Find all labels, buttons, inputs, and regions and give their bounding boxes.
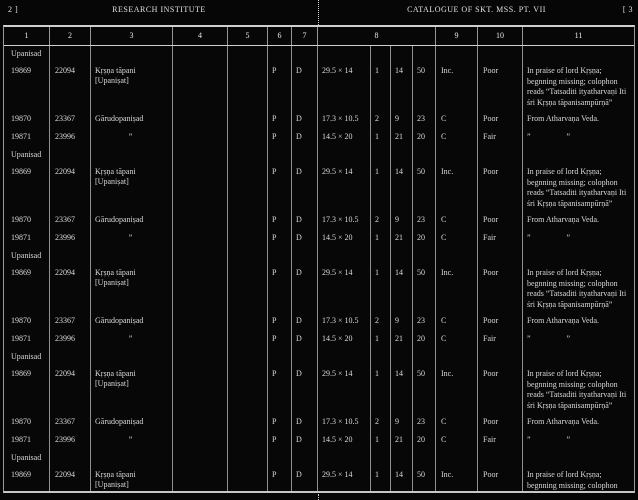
- cell-c7: D: [292, 467, 318, 491]
- cell-c1: 19871: [4, 129, 50, 147]
- cell-c8_a: 2: [371, 313, 391, 331]
- cell-c11: From Atharvaṇa Veda.: [527, 316, 600, 325]
- cell-c8_size: 29.5 × 14: [318, 63, 371, 111]
- cell-c8_b: 14: [391, 467, 413, 491]
- cell-c10: Poor: [478, 414, 523, 432]
- cell-c8_c: 50: [413, 164, 436, 212]
- cell-c8_size: 14.5 × 20: [318, 129, 371, 147]
- cell-c3: [91, 450, 173, 467]
- cell-c10: Poor: [478, 467, 523, 491]
- cell-c8_a: 2: [371, 212, 391, 230]
- cell-c5: [228, 248, 268, 265]
- cell-c8_size: [318, 147, 371, 164]
- cell-c6: P: [268, 230, 292, 248]
- cell-c10: Fair: [478, 432, 523, 450]
- cell-c8_a: [371, 147, 391, 164]
- cell-c4: [173, 331, 228, 349]
- cell-c2: [50, 147, 91, 164]
- cell-c3: Gārudopaniṣad: [91, 313, 173, 331]
- cell-c8_b: [391, 450, 413, 467]
- table-row: [4, 432, 634, 450]
- cell-c7: D: [292, 111, 318, 129]
- cell-c11: ” ”: [527, 435, 571, 444]
- cell-c4: [173, 467, 228, 491]
- cell-c2: 23367: [50, 111, 91, 129]
- cell-c3: Kṛṣṇa tāpani [Upaniṣat]: [91, 265, 173, 313]
- table-row: [4, 164, 634, 212]
- table-row: [4, 212, 634, 230]
- cell-c2: 22094: [50, 467, 91, 491]
- cell-c10: Fair: [478, 331, 523, 349]
- cell-c3: Kṛṣṇa tāpani [Upaniṣat]: [91, 467, 173, 491]
- cell-c6: [268, 349, 292, 366]
- cell-c8_a: 2: [371, 111, 391, 129]
- cell-c4: [173, 450, 228, 467]
- cell-c9: C: [436, 111, 478, 129]
- cell-c2: [50, 46, 91, 63]
- cell-c9: C: [436, 313, 478, 331]
- cell-c9: Inc.: [436, 164, 478, 212]
- cell-c8_a: [371, 349, 391, 366]
- cell-c8_b: 21: [391, 129, 413, 147]
- cell-c1: Upanisad: [4, 248, 50, 265]
- table-row: [4, 265, 634, 313]
- column-header-7: 7: [292, 27, 318, 45]
- cell-c9: C: [436, 414, 478, 432]
- cell-c3: Kṛṣṇa tāpani [Upaniṣat]: [91, 63, 173, 111]
- cell-c6: [268, 46, 292, 63]
- cell-c2: [50, 248, 91, 265]
- cell-c8_a: [371, 46, 391, 63]
- cell-c4: [173, 414, 228, 432]
- cell-c5: [228, 414, 268, 432]
- cell-c10: Poor: [478, 313, 523, 331]
- cell-c2: 22094: [50, 164, 91, 212]
- cell-c6: [268, 147, 292, 164]
- cell-c5: [228, 164, 268, 212]
- cell-c8_size: [318, 349, 371, 366]
- cell-c8_c: [413, 248, 436, 265]
- cell-c4: [173, 111, 228, 129]
- cell-c8_a: 1: [371, 467, 391, 491]
- cell-c2: 22094: [50, 265, 91, 313]
- cell-c1: 19871: [4, 230, 50, 248]
- left-page-number: 2 ]: [8, 5, 19, 14]
- page-divider-dotted-top: [318, 0, 319, 25]
- cell-c10: Poor: [478, 366, 523, 414]
- cell-c8_c: 50: [413, 63, 436, 111]
- cell-c4: [173, 46, 228, 63]
- cell-c8_size: 29.5 × 14: [318, 366, 371, 414]
- cell-c5: [228, 313, 268, 331]
- cell-c8_c: 23: [413, 313, 436, 331]
- cell-c11: In praise of lord Kṛṣṇa; begnning missing; colophon reads “Tatsaditi ityatharvaṇi Iti śri Kṛṣṇa tāpanisampūrṇā”: [527, 268, 629, 309]
- cell-c8_b: [391, 248, 413, 265]
- cell-c9: [436, 248, 478, 265]
- cell-c11: In praise of lord Kṛṣṇa; begnning missing; colophon reads “Tatsaditi ityatharvaṇi Iti śri Kṛṣṇa tāpanisampūrṇā”: [527, 369, 629, 410]
- cell-c4: [173, 313, 228, 331]
- cell-c8_size: 29.5 × 14: [318, 164, 371, 212]
- cell-c2: [50, 349, 91, 366]
- cell-c8_size: 17.3 × 10.5: [318, 212, 371, 230]
- cell-c9: C: [436, 129, 478, 147]
- cell-c6: P: [268, 129, 292, 147]
- cell-c8_a: 1: [371, 230, 391, 248]
- cell-c8_b: 14: [391, 63, 413, 111]
- cell-c8_a: 1: [371, 164, 391, 212]
- cell-c8_b: [391, 147, 413, 164]
- cell-c10: [478, 46, 523, 63]
- cell-c8_a: 1: [371, 432, 391, 450]
- cell-c7: D: [292, 164, 318, 212]
- cell-c5: [228, 349, 268, 366]
- cell-c7: D: [292, 63, 318, 111]
- cell-c5: [228, 432, 268, 450]
- cell-c5: [228, 366, 268, 414]
- cell-c3: Kṛṣṇa tāpani [Upaniṣat]: [91, 164, 173, 212]
- table-row: [4, 313, 634, 331]
- cell-c4: [173, 212, 228, 230]
- cell-c2: 23996: [50, 331, 91, 349]
- cell-c3: Kṛṣṇa tāpani [Upaniṣat]: [91, 366, 173, 414]
- cell-c8_a: 1: [371, 63, 391, 111]
- cell-c5: [228, 230, 268, 248]
- table-body: [4, 46, 634, 491]
- cell-c4: [173, 230, 228, 248]
- cell-c11: [523, 349, 634, 366]
- column-header-1: 1: [4, 27, 50, 45]
- right-page-number: [ 3: [622, 5, 633, 14]
- cell-c8_a: [371, 450, 391, 467]
- cell-c8_a: 2: [371, 414, 391, 432]
- cell-c6: P: [268, 164, 292, 212]
- cell-c8_c: [413, 450, 436, 467]
- cell-c8_b: 9: [391, 212, 413, 230]
- cell-c6: P: [268, 313, 292, 331]
- cell-c1: 19870: [4, 111, 50, 129]
- cell-c7: D: [292, 265, 318, 313]
- cell-c4: [173, 366, 228, 414]
- cell-c6: P: [268, 212, 292, 230]
- cell-c1: Upanisad: [4, 147, 50, 164]
- cell-c10: [478, 450, 523, 467]
- table-row: [4, 467, 634, 491]
- cell-c3: ”: [91, 129, 173, 147]
- cell-c8_size: 17.3 × 10.5: [318, 414, 371, 432]
- cell-c8_size: 17.3 × 10.5: [318, 313, 371, 331]
- table-row: [4, 366, 634, 414]
- cell-c6: P: [268, 366, 292, 414]
- cell-c8_a: [371, 248, 391, 265]
- cell-c2: [50, 450, 91, 467]
- cell-c5: [228, 450, 268, 467]
- cell-c4: [173, 164, 228, 212]
- table-row: [4, 111, 634, 129]
- cell-c10: Poor: [478, 63, 523, 111]
- cell-c2: 23367: [50, 313, 91, 331]
- cell-c11: [523, 46, 634, 63]
- cell-c8_size: 14.5 × 20: [318, 230, 371, 248]
- cell-c9: Inc.: [436, 366, 478, 414]
- cell-c5: [228, 467, 268, 491]
- section-row: [4, 248, 634, 265]
- cell-c8_a: 1: [371, 331, 391, 349]
- cell-c6: P: [268, 467, 292, 491]
- cell-c1: 19869: [4, 164, 50, 212]
- page-divider-dotted-bottom: [318, 494, 319, 500]
- cell-c3: [91, 46, 173, 63]
- cell-c9: C: [436, 212, 478, 230]
- cell-c8_size: 14.5 × 20: [318, 432, 371, 450]
- cell-c11: [523, 248, 634, 265]
- cell-c8_b: [391, 46, 413, 63]
- cell-c1: Upanisad: [4, 349, 50, 366]
- cell-c7: D: [292, 212, 318, 230]
- cell-c1: 19871: [4, 331, 50, 349]
- cell-c4: [173, 147, 228, 164]
- cell-c2: 23996: [50, 230, 91, 248]
- cell-c9: C: [436, 432, 478, 450]
- cell-c5: [228, 147, 268, 164]
- cell-c3: ”: [91, 331, 173, 349]
- cell-c8_b: 14: [391, 265, 413, 313]
- cell-c7: D: [292, 129, 318, 147]
- cell-c8_c: 23: [413, 414, 436, 432]
- cell-c4: [173, 349, 228, 366]
- cell-c8_c: 20: [413, 331, 436, 349]
- cell-c7: [292, 349, 318, 366]
- cell-c1: 19869: [4, 366, 50, 414]
- cell-c2: 23996: [50, 432, 91, 450]
- cell-c3: Gārudopaniṣad: [91, 414, 173, 432]
- cell-c8_size: 17.3 × 10.5: [318, 111, 371, 129]
- cell-c11: In praise of lord Kṛṣṇa; begnning missing; colophon reads “Tatsaditi ityatharvaṇi Iti śri Kṛṣṇa tāpanisampūrṇā”: [527, 167, 629, 208]
- cell-c10: Poor: [478, 164, 523, 212]
- cell-c6: [268, 248, 292, 265]
- cell-c11: ” ”: [527, 334, 571, 343]
- cell-c8_size: [318, 450, 371, 467]
- cell-c8_b: 14: [391, 164, 413, 212]
- cell-c3: [91, 248, 173, 265]
- column-header-10: 10: [478, 27, 523, 45]
- catalogue-table: [3, 25, 635, 493]
- cell-c5: [228, 46, 268, 63]
- cell-c8_b: 21: [391, 331, 413, 349]
- cell-c2: 23367: [50, 414, 91, 432]
- cell-c8_c: 50: [413, 265, 436, 313]
- cell-c7: D: [292, 331, 318, 349]
- cell-c7: D: [292, 432, 318, 450]
- cell-c8_b: 14: [391, 366, 413, 414]
- cell-c3: Gārudopaniṣad: [91, 111, 173, 129]
- cell-c6: P: [268, 331, 292, 349]
- cell-c1: 19869: [4, 265, 50, 313]
- cell-c8_a: 1: [371, 129, 391, 147]
- column-header-11: 11: [574, 31, 583, 40]
- right-running-title: CATALOGUE OF SKT. MSS. PT. VII: [407, 5, 546, 14]
- cell-c4: [173, 129, 228, 147]
- cell-c6: P: [268, 265, 292, 313]
- cell-c3: [91, 349, 173, 366]
- cell-c6: P: [268, 414, 292, 432]
- cell-c8_b: 9: [391, 313, 413, 331]
- cell-c1: Upanisad: [4, 450, 50, 467]
- table-row: [4, 331, 634, 349]
- cell-c8_size: [318, 46, 371, 63]
- column-header-9: 9: [436, 27, 478, 45]
- section-row: [4, 450, 634, 467]
- cell-c8_c: 20: [413, 129, 436, 147]
- cell-c8_c: 23: [413, 111, 436, 129]
- column-header-8: 8: [318, 27, 436, 45]
- cell-c9: Inc.: [436, 467, 478, 491]
- cell-c8_c: 50: [413, 366, 436, 414]
- cell-c9: [436, 450, 478, 467]
- cell-c11: ” ”: [527, 132, 571, 141]
- cell-c1: 19870: [4, 313, 50, 331]
- cell-c8_c: 20: [413, 230, 436, 248]
- cell-c11: ” ”: [527, 233, 571, 242]
- cell-c7: [292, 450, 318, 467]
- cell-c1: Upanisad: [4, 46, 50, 63]
- table-header-row: [4, 27, 634, 46]
- cell-c7: [292, 248, 318, 265]
- cell-c7: [292, 147, 318, 164]
- column-header-4: 4: [173, 27, 228, 45]
- table-row: [4, 414, 634, 432]
- cell-c6: P: [268, 63, 292, 111]
- cell-c9: C: [436, 230, 478, 248]
- cell-c2: 23996: [50, 129, 91, 147]
- cell-c8_size: [318, 248, 371, 265]
- cell-c9: Inc.: [436, 265, 478, 313]
- cell-c8_c: 23: [413, 212, 436, 230]
- cell-c8_size: 29.5 × 14: [318, 467, 371, 491]
- cell-c2: 22094: [50, 366, 91, 414]
- cell-c4: [173, 63, 228, 111]
- cell-c8_b: 9: [391, 111, 413, 129]
- cell-c6: [268, 450, 292, 467]
- cell-c8_b: 21: [391, 230, 413, 248]
- cell-c1: 19869: [4, 63, 50, 111]
- cell-c5: [228, 265, 268, 313]
- cell-c6: P: [268, 111, 292, 129]
- cell-c4: [173, 432, 228, 450]
- cell-c8_b: 21: [391, 432, 413, 450]
- cell-c3: ”: [91, 432, 173, 450]
- column-header-6: 6: [268, 27, 292, 45]
- cell-c2: 22094: [50, 63, 91, 111]
- cell-c3: Gārudopaniṣad: [91, 212, 173, 230]
- cell-c8_b: [391, 349, 413, 366]
- cell-c6: P: [268, 432, 292, 450]
- cell-c10: [478, 248, 523, 265]
- section-row: [4, 147, 634, 164]
- cell-c11: In praise of lord Kṛṣṇa; begnning missing; colophon: [527, 470, 618, 490]
- cell-c10: Poor: [478, 111, 523, 129]
- section-row: [4, 46, 634, 63]
- cell-c10: Poor: [478, 212, 523, 230]
- cell-c9: Inc.: [436, 63, 478, 111]
- column-header-5: 5: [228, 27, 268, 45]
- section-row: [4, 349, 634, 366]
- column-header-3: 3: [91, 27, 173, 45]
- cell-c1: 19870: [4, 414, 50, 432]
- cell-c8_a: 1: [371, 366, 391, 414]
- cell-c2: 23367: [50, 212, 91, 230]
- cell-c11: From Atharvaṇa Veda.: [527, 215, 600, 224]
- cell-c11: In praise of lord Kṛṣṇa; begnning missing; colophon reads “Tatsaditi ityatharvaṇi Iti śri Kṛṣṇa tāpanisampūrṇā”: [527, 66, 629, 107]
- cell-c10: [478, 147, 523, 164]
- cell-c9: [436, 46, 478, 63]
- cell-c5: [228, 331, 268, 349]
- cell-c8_c: [413, 46, 436, 63]
- cell-c8_b: 9: [391, 414, 413, 432]
- cell-c5: [228, 63, 268, 111]
- cell-c7: D: [292, 313, 318, 331]
- cell-c1: 19871: [4, 432, 50, 450]
- cell-c7: D: [292, 366, 318, 414]
- cell-c7: [292, 46, 318, 63]
- cell-c8_c: [413, 147, 436, 164]
- cell-c7: D: [292, 230, 318, 248]
- cell-c4: [173, 248, 228, 265]
- cell-c11: From Atharvaṇa Veda.: [527, 114, 600, 123]
- cell-c11: From Atharvaṇa Veda.: [527, 417, 600, 426]
- cell-c4: [173, 265, 228, 313]
- cell-c10: Poor: [478, 265, 523, 313]
- cell-c1: 19869: [4, 467, 50, 491]
- left-running-title: RESEARCH INSTITUTE: [112, 5, 206, 14]
- table-row: [4, 230, 634, 248]
- cell-c3: ”: [91, 230, 173, 248]
- cell-c5: [228, 212, 268, 230]
- cell-c10: Fair: [478, 230, 523, 248]
- cell-c9: C: [436, 331, 478, 349]
- cell-c11: [523, 147, 634, 164]
- cell-c9: [436, 147, 478, 164]
- table-row: [4, 63, 634, 111]
- cell-c7: D: [292, 414, 318, 432]
- cell-c11: [523, 450, 634, 467]
- cell-c8_size: 14.5 × 20: [318, 331, 371, 349]
- cell-c1: 19870: [4, 212, 50, 230]
- cell-c8_size: 29.5 × 14: [318, 265, 371, 313]
- cell-c5: [228, 111, 268, 129]
- cell-c5: [228, 129, 268, 147]
- cell-c8_a: 1: [371, 265, 391, 313]
- cell-c8_c: [413, 349, 436, 366]
- column-header-2: 2: [50, 27, 91, 45]
- cell-c10: Fair: [478, 129, 523, 147]
- cell-c8_c: 20: [413, 432, 436, 450]
- cell-c10: [478, 349, 523, 366]
- table-row: [4, 129, 634, 147]
- cell-c8_c: 50: [413, 467, 436, 491]
- cell-c9: [436, 349, 478, 366]
- cell-c3: [91, 147, 173, 164]
